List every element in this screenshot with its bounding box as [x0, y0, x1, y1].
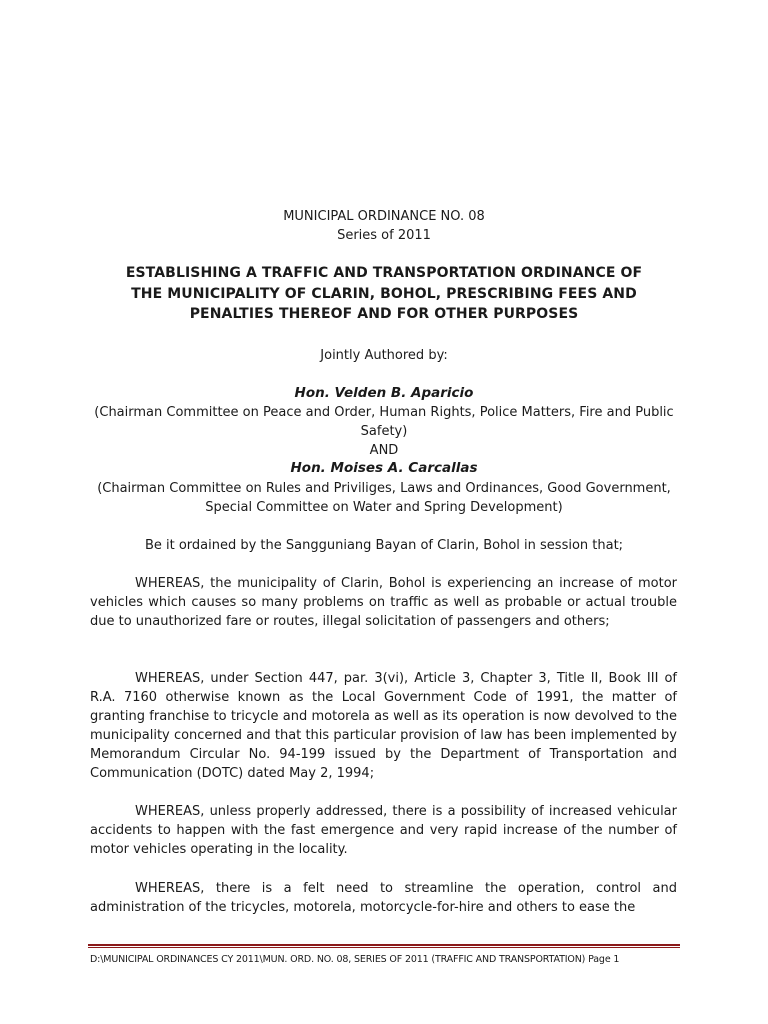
footer [90, 953, 680, 966]
title-line: ESTABLISHING A TRAFFIC AND TRANSPORTATION ORDINANCE OF [125, 265, 643, 281]
author-role: (Chairman Committee on Peace and Order, Human Rights, Police Matters, Fire and Public Safety) [94, 405, 674, 439]
jointly-authored-label: Jointly Authored by: [320, 348, 448, 363]
author-name: Hon. Velden B. Aparicio [294, 385, 474, 401]
whereas-paragraph: WHEREAS, there is a felt need to streamline the operation, control and administration of the tricycles, motorela, motorcycle-for-hire and others to ease the [90, 881, 677, 915]
whereas-paragraph: WHEREAS, under Section 447, par. 3(vi), Article 3, Chapter 3, Title II, Book III of R.A. 7160 otherwise known as the Local Government Code of 1991, the matter of granting franchise to tricycle and motorela as well as its operation is now devolved to the municipality concerned and that this particular provision of law has been implemented by Memorandum Circular No. 94-199 issued by the Department of Transportation and Communication (DOTC) dated May 2, 1994; [90, 671, 677, 781]
title-line: THE MUNICIPALITY OF CLARIN, BOHOL, PRESCRIBING FEES AND [131, 285, 637, 302]
whereas-paragraph: WHEREAS, unless properly addressed, there is a possibility of increased vehicular accidents to happen with the fast emergence and very rapid increase of the number of motor vehicles operating in the locality. [90, 804, 677, 857]
title-line: PENALTIES THEREOF AND FOR OTHER PURPOSES [189, 306, 579, 322]
ordinance-number: MUNICIPAL ORDINANCE NO. 08 [283, 209, 485, 224]
footer-page-number: Page 1 [588, 954, 620, 965]
ordinance-series: Series of 2011 [337, 228, 431, 243]
author-name: Hon. Moises A. Carcallas [290, 460, 478, 476]
author-role: (Chairman Committee on Rules and Priviliges, Laws and Ordinances, Good Government, Special Committee on Water and Spring Development) [97, 481, 671, 515]
whereas-paragraph: WHEREAS, the municipality of Clarin, Bohol is experiencing an increase of motor vehicles which causes so many problems on traffic as well as probable or actual trouble due to unauthorized fare or routes, illegal solicitation of passengers and others; [90, 576, 677, 629]
footer-file-path: D:\MUNICIPAL ORDINANCES CY 2011\MUN. ORD. NO. 08, SERIES OF 2011 (TRAFFIC AND TRANSPORTATION) [90, 954, 586, 965]
ordinance-title [95, 263, 673, 325]
footer-rule [88, 944, 680, 948]
ordained-clause: Be it ordained by the Sangguniang Bayan of Clarin, Bohol in session that; [144, 538, 624, 553]
and-label: AND [369, 443, 399, 458]
